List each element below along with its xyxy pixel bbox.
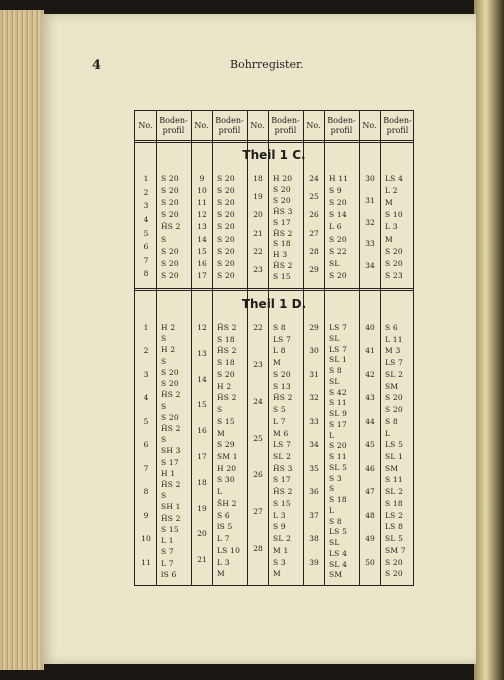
bodenprofil-entry: H 2	[161, 345, 176, 355]
bohrung-number: 27	[253, 507, 263, 517]
bohrung-number: 21	[253, 228, 263, 238]
bodenprofil-entry: L 3	[385, 222, 398, 232]
bodenprofil-entry: S 14	[329, 210, 347, 220]
bodenprofil-entry: SL	[329, 376, 340, 386]
bohrung-number: 9	[199, 174, 205, 183]
header-bodenprofil: Boden- profil	[383, 116, 412, 135]
bodenprofil-entry: S 20	[217, 258, 235, 268]
bodenprofil-entry: SM 7	[385, 545, 406, 555]
bohrung-number: 30	[365, 174, 375, 183]
header-no: No.	[194, 121, 209, 130]
bodenprofil-entry: S 20	[217, 270, 235, 280]
bodenprofil-entry: SL 2	[273, 534, 292, 544]
bodenprofil-entry: LS 7	[273, 440, 292, 450]
bodenprofil-entry: ĤS 2	[273, 393, 293, 403]
bodenprofil-entry: SL 4	[329, 559, 348, 569]
bodenprofil-entry: M 1	[273, 545, 289, 555]
bohrung-number: 23	[253, 264, 263, 274]
bodenprofil-entry: S	[217, 405, 223, 415]
bohrung-number: 5	[143, 416, 149, 426]
bohrung-number: 17	[197, 452, 207, 461]
bohrung-number: 49	[365, 534, 375, 544]
bohrung-number: 45	[365, 440, 375, 450]
bodenprofil-entry: S 20	[385, 405, 403, 415]
header-no: No.	[362, 121, 377, 130]
bohrung-number: 18	[197, 477, 207, 487]
bodenprofil-entry: S 20	[217, 234, 235, 244]
bodenprofil-entry: L 3	[217, 557, 230, 567]
bohrung-number: 29	[309, 323, 319, 332]
bodenprofil-entry: LS 5	[385, 440, 404, 450]
bodenprofil-entry: LS 7	[329, 323, 348, 332]
bodenprofil-entry: S 20	[217, 174, 235, 183]
bodenprofil-entry: S 20	[273, 195, 291, 205]
bohrung-number: 20	[197, 529, 207, 539]
bodenprofil-entry: S 18	[273, 239, 291, 249]
column-rule	[156, 111, 157, 585]
section-rule	[135, 290, 413, 291]
bodenprofil-entry: S	[161, 435, 167, 445]
bodenprofil-entry: L 7	[161, 558, 174, 568]
bohrung-number: 15	[197, 246, 207, 256]
bodenprofil-entry: S 8	[329, 366, 342, 375]
bodenprofil-entry: S	[161, 334, 167, 344]
bodenprofil-entry: SM 1	[217, 452, 238, 461]
bodenprofil-entry: S 22	[329, 246, 347, 256]
bodenprofil-entry: ĤS 3	[273, 206, 293, 216]
bodenprofil-entry: SL 9	[329, 409, 348, 418]
bodenprofil-entry: LS 7	[273, 334, 292, 344]
bohrung-number: 2	[143, 187, 149, 197]
bodenprofil-entry: S 8	[385, 416, 398, 426]
bohrung-number: 6	[143, 242, 149, 252]
bodenprofil-entry: S 9	[273, 522, 286, 532]
bodenprofil-entry: LS 4	[385, 174, 404, 183]
bohrung-number: 31	[309, 369, 319, 379]
bodenprofil-entry: M	[273, 569, 281, 579]
bodenprofil-entry: SL 5	[385, 534, 404, 544]
bodenprofil-entry: S 20	[217, 210, 235, 220]
header-rule	[135, 142, 413, 143]
bodenprofil-entry: S 20	[161, 367, 179, 377]
bodenprofil-entry: ĤS 3	[273, 463, 293, 473]
bodenprofil-entry: ĤS 2	[217, 393, 237, 403]
bodenprofil-entry: SL 2	[385, 487, 404, 497]
bodenprofil-entry: S 20	[217, 246, 235, 256]
bodenprofil-entry: S 3	[329, 473, 342, 483]
bodenprofil-entry: H 11	[329, 174, 349, 183]
bodenprofil-entry: H 20	[217, 463, 237, 473]
bodenprofil-entry: S 17	[329, 419, 347, 429]
bodenprofil-entry: S 15	[217, 416, 235, 426]
bodenprofil-entry: S 6	[217, 510, 230, 520]
bodenprofil-entry: S 29	[217, 440, 235, 450]
bohrung-number: 22	[253, 246, 263, 256]
bodenprofil-entry: S	[161, 401, 167, 411]
bodenprofil-entry: S 20	[385, 557, 403, 567]
bohrung-number: 4	[143, 214, 149, 224]
bodenprofil-entry: S 18	[217, 358, 235, 368]
bodenprofil-entry: M 3	[385, 346, 401, 356]
bodenprofil-entry: S 20	[329, 441, 347, 451]
bodenprofil-entry: S 20	[385, 258, 403, 268]
bohrung-number: 9	[143, 510, 149, 520]
bohrung-number: 30	[309, 346, 319, 356]
bodenprofil-entry: L	[329, 505, 335, 515]
bohrung-number: 7	[143, 463, 149, 473]
bodenprofil-entry: M	[217, 569, 225, 579]
bodenprofil-entry: M	[217, 428, 225, 438]
bohrung-number: 31	[365, 195, 375, 205]
bodenprofil-entry: ĤS 2	[217, 346, 237, 356]
bodenprofil-entry: S 18	[329, 495, 347, 504]
bohrung-number: 34	[365, 261, 375, 271]
bodenprofil-entry: S 8	[329, 516, 342, 526]
bohrung-number: 8	[143, 487, 149, 497]
section-rule	[135, 288, 413, 289]
bohrung-number: 24	[309, 174, 319, 183]
bodenprofil-entry: H 2	[161, 323, 176, 332]
bodenprofil-entry: ĤS 2	[273, 228, 293, 238]
bodenprofil-entry: S 20	[161, 246, 179, 256]
bodenprofil-entry: S 6	[385, 323, 398, 332]
bohrung-number: 22	[253, 323, 263, 332]
header-bodenprofil: Boden- profil	[271, 116, 300, 135]
bohrung-number: 13	[197, 222, 207, 232]
bodenprofil-entry: S 20	[385, 569, 403, 579]
bohrung-number: 50	[365, 557, 375, 567]
bodenprofil-entry: S 18	[385, 498, 403, 508]
bohrung-number: 5	[143, 228, 149, 238]
column-rule	[268, 111, 269, 585]
bodenprofil-entry: S 15	[273, 272, 291, 282]
book-page-edges	[0, 10, 44, 670]
column-rule	[247, 111, 248, 585]
bodenprofil-entry: S 20	[161, 186, 179, 196]
bodenprofil-entry: H 3	[273, 250, 288, 260]
bodenprofil-entry: lS 6	[161, 569, 177, 579]
bohrung-number: 47	[365, 487, 375, 497]
bohrung-number: 28	[253, 544, 263, 554]
bodenprofil-entry: L 7	[273, 416, 286, 426]
bohrung-number: 1	[143, 323, 149, 332]
bohrung-number: 28	[309, 246, 319, 256]
bohrung-number: 37	[309, 510, 319, 520]
bodenprofil-entry: LS 10	[217, 545, 241, 555]
header-no: No.	[138, 121, 153, 130]
bodenprofil-entry: S 20	[161, 198, 179, 208]
bohrung-number: 12	[197, 210, 207, 220]
bodenprofil-entry: S 20	[217, 186, 235, 196]
bodenprofil-entry: L 2	[385, 186, 398, 196]
bohrung-number: 42	[365, 369, 375, 379]
bodenprofil-entry: S 30	[217, 475, 235, 485]
bodenprofil-entry: L	[329, 430, 335, 440]
bodenprofil-entry: SL	[329, 333, 340, 343]
bohrung-number: 20	[253, 210, 263, 220]
bodenprofil-entry: ĤS 2	[161, 513, 181, 523]
header-bodenprofil: Boden- profil	[159, 116, 188, 135]
bodenprofil-entry: L	[385, 428, 391, 438]
bodenprofil-entry: S	[329, 484, 335, 494]
column-rule	[303, 111, 304, 585]
bodenprofil-entry: LS 5	[329, 527, 348, 537]
bohrregister-table	[134, 110, 414, 586]
bohrung-number: 11	[141, 557, 151, 567]
bodenprofil-entry: LS 4	[329, 548, 348, 558]
bodenprofil-entry: S 17	[273, 217, 291, 227]
bohrung-number: 24	[253, 396, 263, 406]
bodenprofil-entry: S 11	[329, 398, 347, 408]
bodenprofil-entry: S 11	[329, 452, 347, 461]
bohrung-number: 34	[309, 440, 319, 450]
bohrung-number: 44	[365, 416, 375, 426]
bohrung-number: 38	[309, 534, 319, 544]
bodenprofil-entry: S 20	[217, 369, 235, 379]
bohrung-number: 43	[365, 393, 375, 403]
bohrung-number: 12	[197, 323, 207, 332]
header-bodenprofil: Boden- profil	[327, 116, 356, 135]
column-rule	[324, 111, 325, 585]
bohrung-number: 33	[309, 416, 319, 426]
bodenprofil-entry: S 15	[273, 498, 291, 508]
bohrung-number: 3	[143, 201, 149, 211]
bohrung-number: 35	[309, 463, 319, 473]
bodenprofil-entry: S 20	[329, 198, 347, 208]
bodenprofil-entry: SL 1	[385, 452, 404, 461]
bohrung-number: 19	[197, 503, 207, 513]
bodenprofil-entry: L 6	[329, 222, 342, 232]
bodenprofil-entry: L 7	[217, 534, 230, 544]
bodenprofil-entry: ĤS 2	[273, 261, 293, 271]
column-rule	[191, 111, 192, 585]
bodenprofil-entry: ĤS 2	[161, 222, 181, 232]
bodenprofil-entry: SH 3	[161, 446, 181, 456]
bohrung-number: 14	[197, 374, 207, 384]
bodenprofil-entry: SM	[329, 570, 343, 580]
bohrung-number: 21	[197, 555, 207, 565]
bohrung-number: 25	[253, 433, 263, 443]
bohrung-number: 33	[365, 239, 375, 249]
bodenprofil-entry: SM	[385, 381, 399, 391]
bodenprofil-entry: S 18	[217, 334, 235, 344]
bodenprofil-entry: lS 5	[217, 522, 233, 532]
bodenprofil-entry: S	[161, 491, 167, 501]
section-title-theil-1d: Theil 1 D.	[241, 297, 307, 311]
section-title-theil-1c: Theil 1 C.	[242, 148, 306, 162]
bodenprofil-entry: L 11	[385, 334, 403, 344]
bodenprofil-entry: S 9	[329, 186, 342, 196]
bodenprofil-entry: SH 1	[161, 502, 181, 512]
bodenprofil-entry: S 20	[161, 210, 179, 220]
bohrung-number: 29	[309, 264, 319, 274]
bodenprofil-entry: ĤS 2	[161, 423, 181, 433]
bohrung-number: 23	[253, 359, 263, 369]
bodenprofil-entry: S	[161, 234, 167, 244]
bodenprofil-entry: S 17	[273, 475, 291, 485]
bohrung-number: 46	[365, 463, 375, 473]
bodenprofil-entry: SL 2	[385, 369, 404, 379]
bodenprofil-entry: S 11	[385, 475, 403, 485]
bohrung-number: 10	[197, 186, 207, 196]
header-no: No.	[306, 121, 321, 130]
bodenprofil-entry: S 3	[273, 557, 286, 567]
bodenprofil-entry: S 20	[385, 246, 403, 256]
bodenprofil-entry: S 8	[273, 323, 286, 332]
bodenprofil-entry: M 6	[273, 428, 289, 438]
bodenprofil-entry: M	[385, 234, 393, 244]
bodenprofil-entry: H 20	[273, 174, 293, 183]
book-spine	[474, 0, 504, 680]
bohrung-number: 26	[253, 470, 263, 480]
bohrung-number: 17	[197, 270, 207, 280]
bohrung-number: 32	[365, 217, 375, 227]
bodenprofil-entry: S	[161, 356, 167, 366]
bodenprofil-entry: SL 5	[329, 462, 348, 472]
bodenprofil-entry: S 20	[273, 184, 291, 194]
bodenprofil-entry: M	[273, 358, 281, 368]
bodenprofil-entry: SL 1	[329, 355, 348, 365]
bodenprofil-entry: SL	[329, 258, 340, 268]
bodenprofil-entry: S 20	[161, 174, 179, 183]
bodenprofil-entry: S 20	[161, 270, 179, 280]
bodenprofil-entry: LS 8	[385, 522, 404, 532]
bohrung-number: 41	[365, 346, 375, 356]
bodenprofil-entry: SL 2	[273, 452, 292, 461]
bodenprofil-entry: LS 2	[385, 510, 404, 520]
bohrung-number: 1	[143, 174, 149, 183]
bohrung-number: 13	[197, 348, 207, 358]
bodenprofil-entry: S 20	[329, 234, 347, 244]
bodenprofil-entry: M	[385, 198, 393, 208]
bodenprofil-entry: ĤS 2	[217, 323, 237, 332]
bodenprofil-entry: ĤS 2	[273, 487, 293, 497]
bodenprofil-entry: L 3	[273, 510, 286, 520]
bohrung-number: 25	[309, 192, 319, 202]
bodenprofil-entry: S 23	[385, 270, 403, 280]
header-bodenprofil: Boden- profil	[215, 116, 244, 135]
bodenprofil-entry: S 17	[161, 457, 179, 467]
bodenprofil-entry: S 13	[273, 381, 291, 391]
bodenprofil-entry: SM	[385, 463, 399, 473]
bohrung-number: 16	[197, 258, 207, 268]
bodenprofil-entry: S 20	[385, 393, 403, 403]
bodenprofil-entry: S 10	[385, 210, 403, 220]
bohrung-number: 11	[197, 198, 207, 208]
bohrung-number: 2	[143, 346, 149, 356]
header-rule	[135, 140, 413, 141]
bohrung-number: 8	[143, 269, 149, 279]
column-rule	[380, 111, 381, 585]
bohrung-number: 19	[253, 192, 263, 202]
bodenprofil-entry: LS 7	[385, 358, 404, 368]
bodenprofil-entry: SL	[329, 538, 340, 547]
bodenprofil-entry: LS 7	[329, 344, 348, 354]
bodenprofil-entry: L	[217, 487, 223, 497]
bodenprofil-entry: ŜH 2	[217, 498, 237, 508]
bohrung-number: 15	[197, 400, 207, 410]
bohrung-number: 16	[197, 426, 207, 436]
bodenprofil-entry: S 7	[161, 547, 174, 557]
bodenprofil-entry: S 5	[273, 405, 286, 415]
bohrung-number: 3	[143, 369, 149, 379]
bohrung-number: 27	[309, 228, 319, 238]
bohrung-number: 7	[143, 255, 149, 265]
bohrung-number: 39	[309, 557, 319, 567]
bodenprofil-entry: S 42	[329, 387, 347, 397]
bodenprofil-entry: S 20	[161, 379, 179, 389]
bohrung-number: 14	[197, 234, 207, 244]
bodenprofil-entry: L 8	[273, 346, 286, 356]
bohrung-number: 6	[143, 440, 149, 450]
bodenprofil-entry: L 1	[161, 536, 174, 546]
header-no: No.	[250, 121, 265, 130]
bodenprofil-entry: S 20	[161, 412, 179, 422]
bodenprofil-entry: H 2	[217, 381, 232, 391]
bohrung-number: 36	[309, 487, 319, 497]
bodenprofil-entry: S 20	[329, 270, 347, 280]
bohrung-number: 10	[141, 534, 151, 544]
bohrung-number: 4	[143, 393, 149, 403]
bodenprofil-entry: H 1	[161, 468, 176, 478]
bohrung-number: 40	[365, 323, 375, 332]
running-head: Bohrregister.	[230, 58, 304, 71]
column-rule	[359, 111, 360, 585]
column-rule	[212, 111, 213, 585]
bohrung-number: 18	[253, 174, 263, 183]
bodenprofil-entry: S 15	[161, 524, 179, 534]
bohrung-number: 48	[365, 510, 375, 520]
bodenprofil-entry: ĤS 2	[161, 480, 181, 490]
bodenprofil-entry: S 20	[273, 369, 291, 379]
bohrung-number: 32	[309, 393, 319, 403]
bohrung-number: 26	[309, 210, 319, 220]
bodenprofil-entry: S 20	[217, 222, 235, 232]
bodenprofil-entry: S 20	[217, 198, 235, 208]
bodenprofil-entry: ĤS 2	[161, 390, 181, 400]
bodenprofil-entry: S 20	[161, 258, 179, 268]
page-number: 4	[92, 58, 102, 73]
